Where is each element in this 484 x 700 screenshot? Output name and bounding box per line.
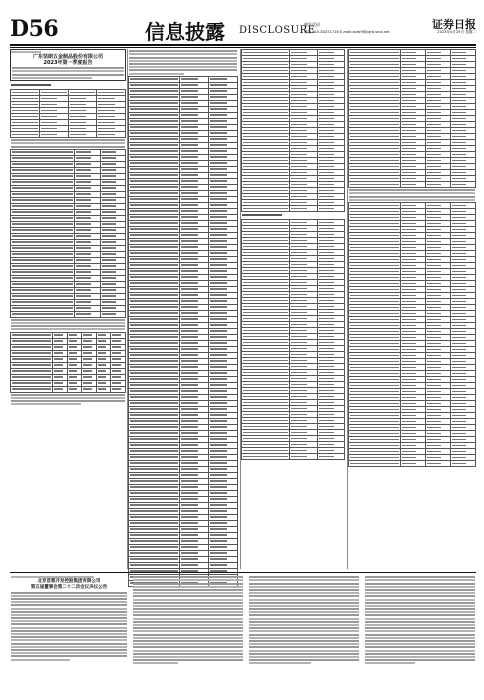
announcement-header	[10, 49, 126, 81]
page-header	[10, 16, 476, 42]
company-name: 广东坚朗五金制品股份有限公司	[32, 54, 103, 60]
section-heading	[11, 83, 125, 88]
balance-sheet-table	[128, 76, 238, 587]
section-title-en: DISCLOSURE	[239, 25, 316, 36]
column-2	[128, 49, 238, 569]
bottom-announcement-1	[10, 575, 128, 695]
shareholder-table	[10, 332, 126, 393]
financial-table-1	[10, 89, 126, 138]
newspaper-masthead: 证券日报	[432, 18, 476, 31]
section-heading	[242, 213, 344, 218]
financial-table-2	[10, 149, 126, 318]
column-1	[10, 49, 126, 569]
bottom-announcement-2	[132, 575, 244, 695]
column-4	[348, 49, 476, 569]
bottom-announcement-3	[248, 575, 360, 695]
bottom-company-name: 北京首都开发控股集团有限公司	[37, 579, 101, 585]
bottom-band-rule	[10, 572, 476, 573]
section-title-cn: 信息披露	[145, 20, 225, 44]
contact-line: 热线 010-83251716 E-mail:zqrb9@zqrb.sina.net	[304, 30, 390, 34]
header-rule-thin	[10, 47, 476, 48]
header-rule	[10, 44, 476, 46]
right-table-1	[348, 49, 476, 188]
income-statement-table	[241, 49, 345, 212]
publication-date: 2023年4月25日 星期二	[437, 30, 476, 34]
page-number: D56	[10, 16, 59, 42]
edition-label: 邮发代码	[304, 22, 320, 27]
cashflow-table	[241, 219, 345, 460]
column-3	[241, 49, 345, 569]
bottom-announcement-title: 第五届董事会第二十二次会议决议公告	[30, 584, 108, 590]
bottom-announcement-4	[364, 575, 476, 695]
right-table-2	[348, 202, 476, 467]
report-title: 2023年第一季度报告	[43, 60, 93, 66]
header-meta	[304, 16, 476, 42]
